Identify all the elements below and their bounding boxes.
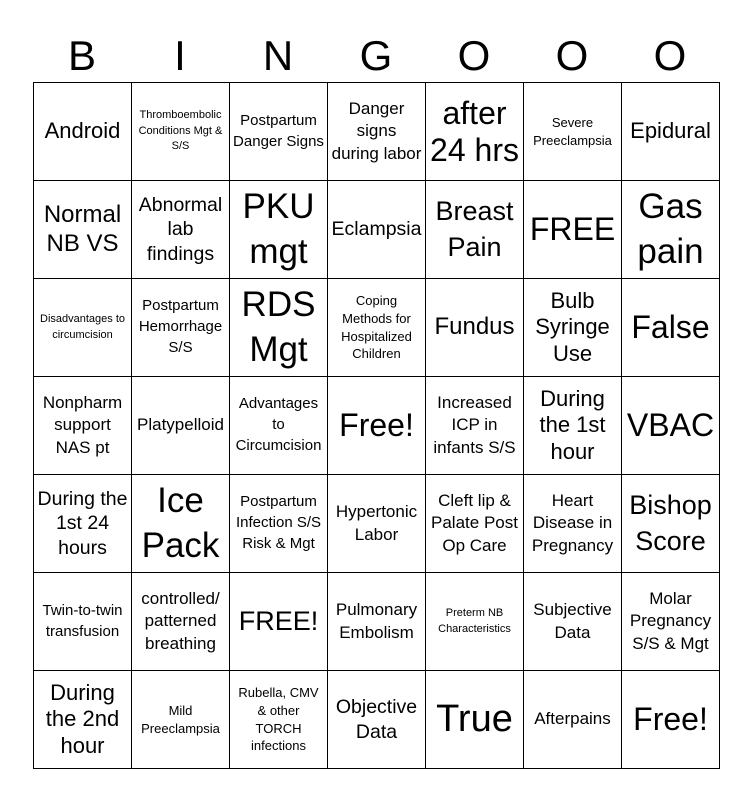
cell-text: Pulmonary Embolism xyxy=(335,600,418,642)
cell-text: Thromboembolic Conditions Mgt & S/S xyxy=(138,108,223,153)
cell-text: Coping Methods for Hospitalized Children xyxy=(341,293,412,362)
cell-text: Fundus xyxy=(434,313,515,341)
cell-text: Twin-to-twin transfusion xyxy=(42,601,123,640)
bingo-cell[interactable] xyxy=(622,377,720,475)
cell-text: Normal NB VS xyxy=(43,200,122,257)
bingo-header xyxy=(33,30,719,82)
cell-text: Postpartum Danger Signs xyxy=(233,111,324,150)
bingo-cell[interactable] xyxy=(524,279,622,377)
bingo-cell[interactable] xyxy=(622,181,720,279)
cell-text: Increased ICP in infants S/S xyxy=(433,393,516,457)
bingo-cell[interactable] xyxy=(524,671,622,769)
bingo-cell[interactable] xyxy=(524,573,622,671)
cell-text: Gas pain xyxy=(637,186,704,271)
cell-text: Eclampsia xyxy=(331,218,422,241)
cell-text: Bulb Syringe Use xyxy=(535,287,610,366)
cell-text: Free! xyxy=(633,701,708,738)
bingo-cell[interactable] xyxy=(328,83,426,181)
cell-text: Platypelloid xyxy=(137,415,224,435)
bingo-cell[interactable] xyxy=(230,181,328,279)
bingo-cell[interactable] xyxy=(524,83,622,181)
cell-text: Epidural xyxy=(630,118,711,144)
cell-text: FREE xyxy=(529,211,616,248)
cell-text: Afterpains xyxy=(534,709,611,729)
bingo-cell[interactable] xyxy=(34,83,132,181)
bingo-board xyxy=(33,82,720,769)
cell-text: Bishop Score xyxy=(629,490,712,556)
header-letter-i: I xyxy=(174,32,186,79)
bingo-cell[interactable] xyxy=(34,181,132,279)
bingo-cell[interactable] xyxy=(34,377,132,475)
cell-text: False xyxy=(631,309,710,346)
bingo-cell[interactable] xyxy=(34,671,132,769)
cell-text: Mild Preeclampsia xyxy=(141,702,220,736)
bingo-cell[interactable] xyxy=(622,671,720,769)
cell-text: Advantages to Circumcision xyxy=(235,395,322,454)
cell-text: Hypertonic Labor xyxy=(335,502,418,544)
cell-text: after 24 hrs xyxy=(430,94,519,168)
bingo-cell[interactable] xyxy=(328,671,426,769)
header-letter-g: G xyxy=(359,32,393,79)
bingo-cell[interactable] xyxy=(524,475,622,573)
bingo-cell[interactable] xyxy=(230,475,328,573)
cell-text: True xyxy=(436,697,513,740)
bingo-cell[interactable] xyxy=(230,83,328,181)
cell-text: Postpartum Hemorrhage S/S xyxy=(138,297,223,356)
bingo-cell[interactable] xyxy=(524,181,622,279)
cell-text: Disadvantages to circumcision xyxy=(40,312,125,341)
cell-text: Heart Disease in Pregnancy xyxy=(531,491,614,555)
bingo-cell[interactable] xyxy=(524,377,622,475)
bingo-cell[interactable] xyxy=(132,377,230,475)
bingo-cell[interactable] xyxy=(328,573,426,671)
bingo-cell[interactable] xyxy=(328,181,426,279)
bingo-cell[interactable] xyxy=(426,83,524,181)
bingo-cell[interactable] xyxy=(622,279,720,377)
cell-text: Nonpharm support NAS pt xyxy=(42,393,123,457)
bingo-cell[interactable] xyxy=(230,377,328,475)
cell-text: Postpartum Infection S/S Risk & Mgt xyxy=(235,493,322,552)
header-letter-o3: O xyxy=(653,32,687,79)
bingo-cell[interactable] xyxy=(132,475,230,573)
bingo-cell[interactable] xyxy=(426,671,524,769)
bingo-cell[interactable] xyxy=(426,573,524,671)
bingo-cell[interactable] xyxy=(132,181,230,279)
bingo-cell[interactable] xyxy=(426,475,524,573)
cell-text: VBAC xyxy=(626,407,715,444)
header-letter-b: B xyxy=(67,32,96,79)
cell-text: Preterm NB Characteristics xyxy=(438,606,511,635)
bingo-cell[interactable] xyxy=(426,279,524,377)
bingo-cell[interactable] xyxy=(34,279,132,377)
cell-text: controlled/ patterned breathing xyxy=(141,589,220,653)
cell-text: During the 1st 24 hours xyxy=(37,488,128,559)
cell-text: Molar Pregnancy S/S & Mgt xyxy=(629,589,712,653)
header-letter-n: N xyxy=(262,32,294,79)
cell-text: Breast Pain xyxy=(435,196,514,262)
bingo-cell[interactable] xyxy=(34,573,132,671)
cell-text: PKU mgt xyxy=(242,186,315,271)
bingo-cell[interactable] xyxy=(622,83,720,181)
cell-text: Rubella, CMV & other TORCH infections xyxy=(238,685,319,754)
cell-text: Cleft lip & Palate Post Op Care xyxy=(431,491,518,555)
cell-text: Severe Preeclampsia xyxy=(533,114,612,148)
cell-text: RDS Mgt xyxy=(241,284,316,369)
bingo-cell[interactable] xyxy=(132,573,230,671)
bingo-cell[interactable] xyxy=(426,181,524,279)
bingo-cell[interactable] xyxy=(230,573,328,671)
header-letter-o1: O xyxy=(457,32,491,79)
cell-text: Objective Data xyxy=(335,696,418,743)
cell-text: Free! xyxy=(339,407,414,444)
bingo-cell[interactable] xyxy=(132,83,230,181)
bingo-cell[interactable] xyxy=(328,475,426,573)
bingo-cell[interactable] xyxy=(230,279,328,377)
bingo-cell[interactable] xyxy=(328,377,426,475)
cell-text: Danger signs during labor xyxy=(331,99,422,163)
header-letter-o2: O xyxy=(555,32,589,79)
bingo-cell[interactable] xyxy=(34,475,132,573)
bingo-cell[interactable] xyxy=(328,279,426,377)
bingo-cell[interactable] xyxy=(622,573,720,671)
bingo-cell[interactable] xyxy=(132,671,230,769)
cell-text: During the 2nd hour xyxy=(45,679,120,758)
cell-text: Android xyxy=(44,118,121,144)
cell-text: FREE! xyxy=(238,605,319,636)
cell-text: Ice Pack xyxy=(141,480,220,565)
cell-text: Subjective Data xyxy=(533,600,612,642)
bingo-cell[interactable] xyxy=(426,377,524,475)
bingo-cell[interactable] xyxy=(132,279,230,377)
cell-text: During the 1st hour xyxy=(539,385,606,464)
bingo-cell[interactable] xyxy=(230,671,328,769)
bingo-cell[interactable] xyxy=(622,475,720,573)
cell-text: Abnormal lab findings xyxy=(138,194,223,265)
